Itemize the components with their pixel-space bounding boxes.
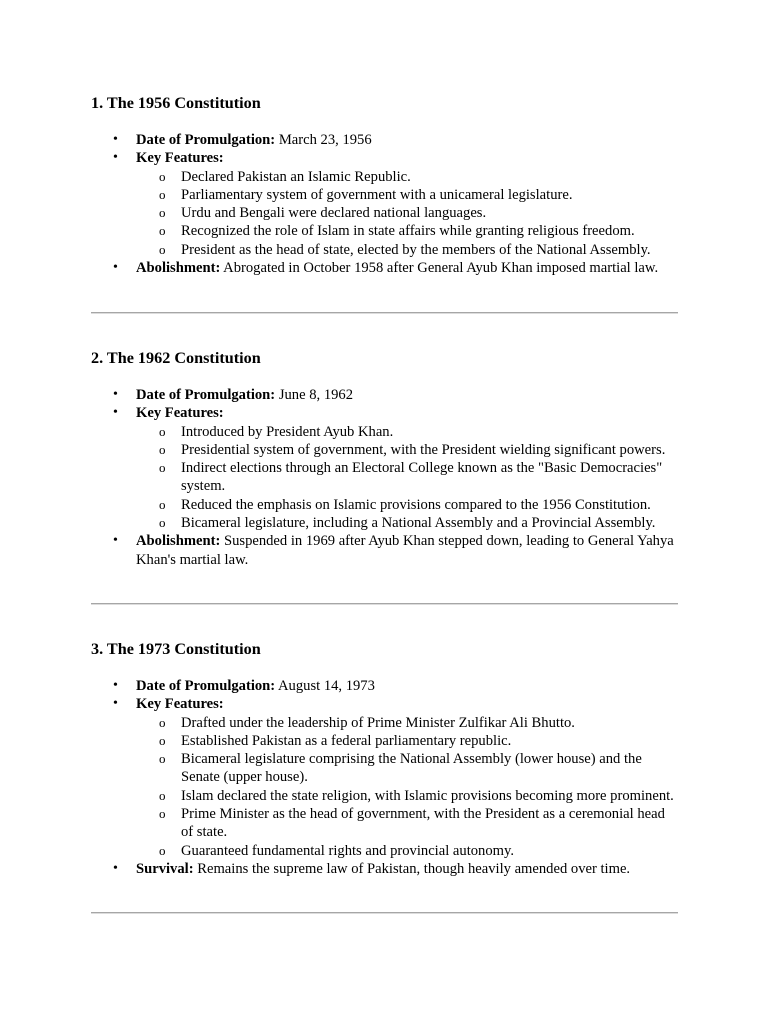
features-list [136, 168, 679, 259]
end-label: Abolishment: [136, 533, 221, 550]
feature-item: o President as the head of state, elected by the members of the National Assembly. [136, 241, 679, 259]
feature-item: o Parliamentary system of government with a unicameral legislature. [136, 186, 679, 204]
date-label: Date of Promulgation: [136, 387, 276, 403]
end-value: Suspended in 1969 after Ayub Khan stepped down, leading to General Yahya Khan's martial law. [136, 533, 674, 568]
feature-item: o Reduced the emphasis on Islamic provisions compared to the 1956 Constitution. [136, 496, 679, 514]
end-label: Abolishment: [136, 260, 221, 277]
feature-item: o Urdu and Bengali were declared national languages. [136, 204, 679, 222]
feature-item: o Recognized the role of Islam in state affairs while granting religious freedom. [136, 222, 679, 240]
feature-item: o Prime Minister as the head of government, with the President as a ceremonial head of state. [136, 805, 679, 842]
date-item [91, 131, 679, 149]
date-value: June 8, 1962 [275, 387, 354, 403]
date-value: March 23, 1956 [275, 132, 372, 148]
horizontal-rule [91, 603, 678, 605]
feature-item: o Introduced by President Ayub Khan. [136, 423, 679, 441]
section-title: 1. The 1956 Constitution [91, 94, 261, 112]
date-item [91, 677, 679, 695]
feature-item: o Indirect elections through an Electoral College known as the "Basic Democracies" system. [136, 459, 679, 496]
main-list [91, 131, 679, 277]
section-1962 [91, 348, 679, 569]
feature-item: o Presidential system of government, with the President wielding significant powers. [136, 441, 679, 459]
date-value: August 14, 1973 [275, 678, 375, 694]
section-1973 [91, 639, 679, 878]
features-list [136, 714, 679, 860]
end-item [91, 860, 679, 878]
end-label: Survival: [136, 860, 194, 877]
features-item [91, 149, 679, 259]
features-label: Key Features: [136, 405, 224, 422]
date-label: Date of Promulgation: [136, 132, 276, 148]
main-list [91, 386, 679, 569]
end-item [91, 259, 679, 277]
date-item [91, 386, 679, 404]
end-item [91, 532, 679, 569]
feature-item: o Islam declared the state religion, with Islamic provisions becoming more prominent. [136, 787, 679, 805]
horizontal-rule [91, 912, 678, 914]
main-list [91, 677, 679, 878]
feature-item: o Established Pakistan as a federal parliamentary republic. [136, 732, 679, 750]
feature-item: o Drafted under the leadership of Prime Minister Zulfikar Ali Bhutto. [136, 714, 679, 732]
section-1956 [91, 93, 679, 277]
horizontal-rule [91, 312, 678, 314]
feature-item: o Bicameral legislature, including a National Assembly and a Provincial Assembly. [136, 514, 679, 532]
end-value: Remains the supreme law of Pakistan, though heavily amended over time. [193, 860, 631, 877]
date-label: Date of Promulgation: [136, 678, 276, 694]
features-label: Key Features: [136, 696, 224, 713]
feature-item: o Declared Pakistan an Islamic Republic. [136, 168, 679, 186]
end-value: Abrogated in October 1958 after General Ayub Khan imposed martial law. [220, 260, 659, 277]
features-item [91, 404, 679, 532]
features-item [91, 695, 679, 860]
features-label: Key Features: [136, 150, 224, 167]
features-list [136, 423, 679, 533]
feature-item: o Guaranteed fundamental rights and provincial autonomy. [136, 842, 679, 860]
feature-item: o Bicameral legislature comprising the National Assembly (lower house) and the Senate (upper house). [136, 750, 679, 787]
section-title: 3. The 1973 Constitution [91, 640, 261, 658]
section-title: 2. The 1962 Constitution [91, 349, 261, 367]
